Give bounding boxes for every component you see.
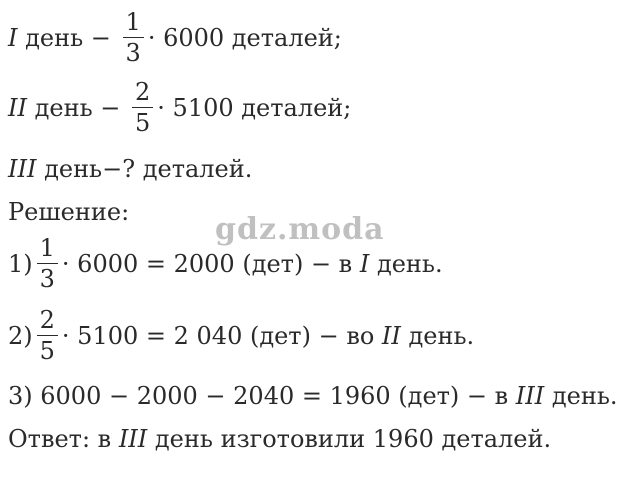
step3-text1: 3) 6000 − 2000 − 2040 = 1960 (дет) − в bbox=[8, 382, 516, 410]
day1-text2: · 6000 деталей; bbox=[147, 23, 342, 52]
day2-text1: день − bbox=[26, 93, 129, 122]
day1-roman: I bbox=[8, 23, 18, 52]
solution-label-text: Решение: bbox=[8, 198, 130, 226]
step3-text2: день. bbox=[544, 382, 618, 410]
solution-label bbox=[8, 198, 129, 226]
day2-fraction-denominator: 5 bbox=[135, 109, 151, 137]
step2-prefix: 2) bbox=[8, 321, 33, 350]
step2-text1: · 5100 = 2 040 (дет) − во bbox=[61, 321, 382, 350]
day2-roman: II bbox=[8, 93, 27, 122]
day2-fraction bbox=[132, 80, 153, 135]
day2-line bbox=[8, 80, 351, 135]
step1-roman: I bbox=[359, 249, 370, 278]
step3-roman: III bbox=[515, 382, 545, 410]
day2-text2: · 5100 деталей; bbox=[157, 93, 352, 122]
day1-text1: день − bbox=[17, 23, 119, 52]
day3-text1: день−? деталей. bbox=[36, 155, 253, 183]
step3-line bbox=[8, 382, 618, 410]
step1-prefix: 1) bbox=[8, 249, 33, 278]
day3-line bbox=[8, 155, 252, 183]
step2-text2: день. bbox=[400, 321, 475, 350]
answer-line bbox=[8, 425, 551, 453]
answer-text1: Ответ: в bbox=[8, 425, 119, 453]
step1-text2: день. bbox=[369, 249, 443, 278]
step1-text1: · 6000 = 2000 (дет) − в bbox=[61, 249, 360, 278]
step2-fraction bbox=[37, 308, 58, 363]
answer-roman: III bbox=[118, 425, 148, 453]
step2-fraction-numerator: 2 bbox=[37, 308, 58, 336]
answer-text2: день изготовили 1960 деталей. bbox=[147, 425, 552, 453]
day1-fraction-numerator: 1 bbox=[123, 10, 144, 38]
step1-fraction-denominator: 3 bbox=[39, 265, 55, 293]
day1-line bbox=[8, 10, 342, 65]
step1-fraction-numerator: 1 bbox=[37, 236, 58, 264]
step2-fraction-denominator: 5 bbox=[39, 337, 55, 365]
step1-fraction bbox=[37, 236, 58, 291]
day2-fraction-numerator: 2 bbox=[132, 80, 153, 108]
step2-line bbox=[8, 308, 474, 363]
step2-roman: II bbox=[381, 321, 401, 350]
step1-line bbox=[8, 236, 443, 291]
day3-roman: III bbox=[8, 155, 37, 183]
day1-fraction bbox=[123, 10, 144, 65]
watermark: gdz.moda bbox=[215, 212, 385, 247]
day1-fraction-denominator: 3 bbox=[125, 39, 141, 67]
